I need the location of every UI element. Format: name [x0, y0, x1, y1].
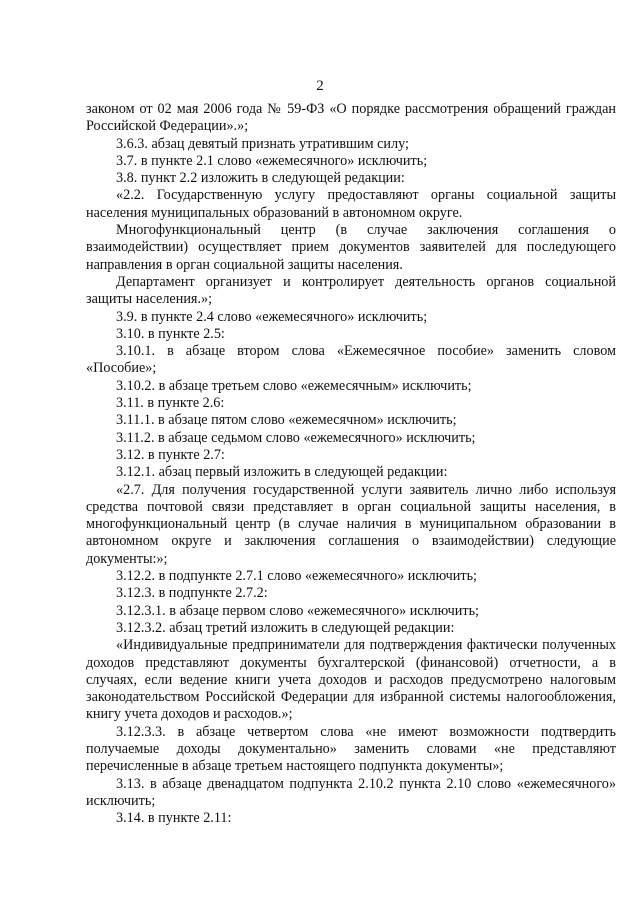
paragraph-3-10-2: 3.10.2. в абзаце третьем слово «ежемесячным» исключить;	[116, 377, 472, 394]
paragraph-quote-entrepreneurs: «Индивидуальные предприниматели для подтверждения фактически полученных доходов представляют документы бухгалтерской (финансовой) отчетности, а в случаях, если ведение книги учета доходов и расходов предусмотрено налоговым законодательством Российской Федерации для избранной системы налогообложения, книгу учета доходов и расходов.»;	[86, 637, 616, 723]
paragraph-3-10: 3.10. в пункте 2.5:	[116, 325, 225, 342]
paragraph-3-11-2: 3.11.2. в абзаце седьмом слово «ежемесячного» исключить;	[116, 429, 476, 446]
paragraph-3-11: 3.11. в пункте 2.6:	[116, 395, 225, 412]
paragraph-3-14: 3.14. в пункте 2.11:	[116, 810, 232, 827]
paragraph-3-12: 3.12. в пункте 2.7:	[116, 446, 225, 463]
page-number: 2	[316, 78, 324, 94]
paragraph-3-12-3-1: 3.12.3.1. в абзаце первом слово «ежемесячного» исключить;	[116, 602, 479, 619]
paragraph-3-11-1: 3.11.1. в абзаце пятом слово «ежемесячном» исключить;	[116, 412, 457, 429]
paragraph-quote-2-2: «2.2. Государственную услугу предоставляют органы социальной защиты населения муниципальных образований в автономном округе.	[86, 187, 616, 221]
paragraph-3-12-3-2: 3.12.3.2. абзац третий изложить в следующей редакции:	[116, 619, 455, 636]
document-body	[86, 101, 616, 827]
paragraph-3-13: 3.13. в абзаце двенадцатом подпункта 2.10.2 пункта 2.10 слово «ежемесячного» исключить;	[86, 775, 616, 809]
paragraph-3-6-3: 3.6.3. абзац девятый признать утратившим силу;	[116, 135, 409, 152]
paragraph-3-12-1: 3.12.1. абзац первый изложить в следующей редакции:	[116, 464, 448, 481]
paragraph-3-12-2: 3.12.2. в подпункте 2.7.1 слово «ежемесячного» исключить;	[116, 568, 478, 585]
paragraph-department: Департамент организует и контролирует деятельность органов социальной защиты населения.»;	[86, 273, 616, 308]
paragraph-3-9: 3.9. в пункте 2.4 слово «ежемесячного» исключить;	[116, 308, 428, 325]
paragraph-3-8: 3.8. пункт 2.2 изложить в следующей редакции:	[116, 170, 405, 187]
paragraph-mfc: Многофункциональный центр (в случае заключения соглашения о взаимодействии) осуществляет прием документов заявителей для последующего направления в орган социальной защиты населения.	[86, 222, 616, 273]
paragraph-quote-2-7: «2.7. Для получения государственной услуги заявитель лично либо используя средства почтовой связи представляет в орган социальной защиты населения, в многофункциональный центр (в случае наличия в муниципальном образовании в автономном округе и заключения соглашения о взаимодействии) следующие документы:»;	[86, 481, 616, 567]
paragraph-3-7: 3.7. в пункте 2.1 слово «ежемесячного» исключить;	[116, 152, 428, 169]
paragraph-law-reference: законом от 02 мая 2006 года № 59-ФЗ «О порядке рассмотрения обращений граждан Российской Федерации».»;	[86, 101, 616, 135]
paragraph-3-10-1: 3.10.1. в абзаце втором слова «Ежемесячное пособие» заменить словом «Пособие»;	[86, 343, 616, 377]
paragraph-3-12-3: 3.12.3. в подпункте 2.7.2:	[116, 585, 268, 602]
paragraph-3-12-3-3: 3.12.3.3. в абзаце четвертом слова «не имеют возможности подтвердить получаемые доходы документально» заменить словами «не представляют перечисленные в абзаце третьем настоящего подпункта документы»;	[86, 723, 616, 775]
